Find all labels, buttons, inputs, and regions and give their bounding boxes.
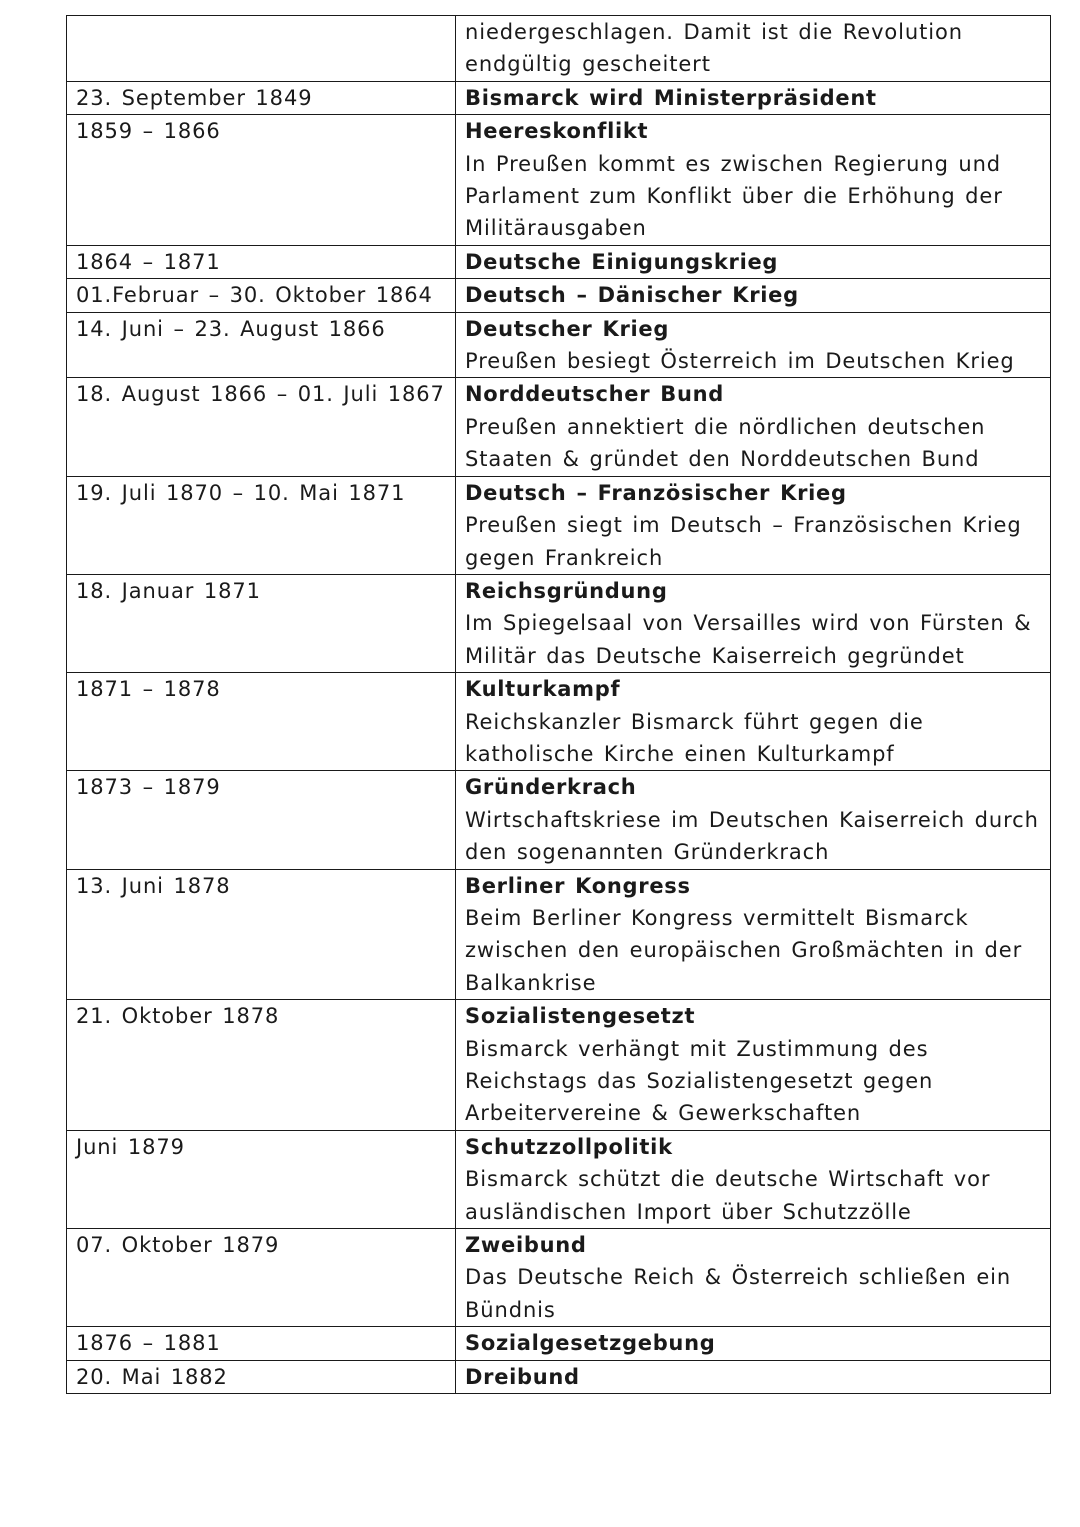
event-title: Zweibund [465,1233,587,1258]
event-date: 14. Juni – 23. August 1866 [76,316,386,341]
event-description: Im Spiegelsaal von Versailles wird von Fürsten & Militär das Deutsche Kaiserreich gegründet [465,611,1032,668]
event-cell [456,771,1051,869]
event-description: Preußen siegt im Deutsch – Französischen Krieg gegen Frankreich [465,513,1022,570]
date-cell [67,312,456,378]
event-title: Sozialgesetzgebung [465,1331,716,1356]
table-row [67,378,1051,476]
date-cell [67,1327,456,1360]
table-row [67,312,1051,378]
table-row [67,1130,1051,1228]
event-cell [456,279,1051,312]
event-description: Beim Berliner Kongress vermittelt Bismarck zwischen den europäischen Großmächten in der Balkankrise [465,905,1023,995]
table-row [67,1229,1051,1327]
event-title: Heereskonflikt [465,119,649,144]
event-title: Reichsgründung [465,578,668,603]
table-row [67,81,1051,114]
event-date: 07. Oktober 1879 [76,1233,280,1258]
timeline-body [67,16,1051,1394]
event-cell [456,245,1051,278]
event-title: Berliner Kongress [465,873,691,898]
date-cell [67,771,456,869]
table-row [67,279,1051,312]
table-row [67,771,1051,869]
date-cell [67,245,456,278]
table-row [67,16,1051,82]
event-date: 1873 – 1879 [76,775,221,800]
table-row [67,574,1051,672]
event-cell [456,378,1051,476]
table-row [67,476,1051,574]
event-cell [456,312,1051,378]
event-description: niedergeschlagen. Damit ist die Revolution endgültig gescheitert [465,20,963,77]
event-description: Reichskanzler Bismarck führt gegen die katholische Kirche einen Kulturkampf [465,709,924,766]
event-date: 1876 – 1881 [76,1331,221,1356]
event-title: Schutzzollpolitik [465,1134,673,1159]
event-cell [456,574,1051,672]
event-cell [456,476,1051,574]
table-row [67,1360,1051,1393]
event-date: 19. Juli 1870 – 10. Mai 1871 [76,480,406,505]
event-cell [456,869,1051,1000]
event-date: Juni 1879 [76,1134,185,1159]
event-description: Bismarck verhängt mit Zustimmung des Reichstags das Sozialistengesetzt gegen Arbeitervereine & Gewerkschaften [465,1036,934,1126]
event-cell [456,16,1051,82]
event-cell [456,1130,1051,1228]
table-row [67,245,1051,278]
event-cell [456,115,1051,246]
event-date: 01.Februar – 30. Oktober 1864 [76,283,433,308]
event-description: In Preußen kommt es zwischen Regierung und Parlament zum Konflikt über die Erhöhung der Militärausgaben [465,151,1003,241]
table-row [67,673,1051,771]
event-title: Deutscher Krieg [465,316,670,341]
event-cell [456,81,1051,114]
event-cell [456,1327,1051,1360]
table-row [67,869,1051,1000]
event-title: Deutsch – Französischer Krieg [465,480,847,505]
event-date: 1864 – 1871 [76,249,221,274]
date-cell [67,279,456,312]
date-cell [67,81,456,114]
date-cell [67,1229,456,1327]
event-title: Gründerkrach [465,775,637,800]
event-date: 18. August 1866 – 01. Juli 1867 [76,382,445,407]
event-description: Das Deutsche Reich & Österreich schließen ein Bündnis [465,1265,1012,1322]
event-date: 1871 – 1878 [76,677,221,702]
date-cell [67,869,456,1000]
event-title: Deutsch – Dänischer Krieg [465,283,799,308]
date-cell [67,476,456,574]
event-description: Preußen besiegt Österreich im Deutschen Krieg [465,349,1015,374]
date-cell [67,1360,456,1393]
event-description: Bismarck schützt die deutsche Wirtschaft vor ausländischen Import über Schutzzölle [465,1167,991,1224]
event-cell [456,1229,1051,1327]
date-cell [67,1000,456,1131]
event-date: 21. Oktober 1878 [76,1004,280,1029]
event-description: Preußen annektiert die nördlichen deutschen Staaten & gründet den Norddeutschen Bund [465,414,986,472]
event-cell [456,673,1051,771]
table-row [67,115,1051,246]
event-title: Deutsche Einigungskrieg [465,249,779,274]
event-date: 1859 – 1866 [76,119,221,144]
event-date: 18. Januar 1871 [76,578,261,603]
event-title: Bismarck wird Ministerpräsident [465,85,877,110]
event-title: Norddeutscher Bund [465,382,725,407]
timeline-table [66,15,1051,1394]
event-date: 13. Juni 1878 [76,873,231,898]
event-title: Sozialistengesetzt [465,1004,696,1029]
date-cell [67,673,456,771]
event-title: Dreibund [465,1364,580,1389]
event-cell [456,1360,1051,1393]
date-cell [67,115,456,246]
event-description: Wirtschaftskriese im Deutschen Kaiserreich durch den sogenannten Gründerkrach [465,807,1039,865]
date-cell [67,378,456,476]
event-cell [456,1000,1051,1131]
date-cell [67,1130,456,1228]
date-cell [67,574,456,672]
table-row [67,1327,1051,1360]
date-cell [67,16,456,82]
event-date: 23. September 1849 [76,85,313,110]
event-date: 20. Mai 1882 [76,1364,228,1389]
document-page [66,15,1039,1394]
event-title: Kulturkampf [465,677,621,702]
table-row [67,1000,1051,1131]
